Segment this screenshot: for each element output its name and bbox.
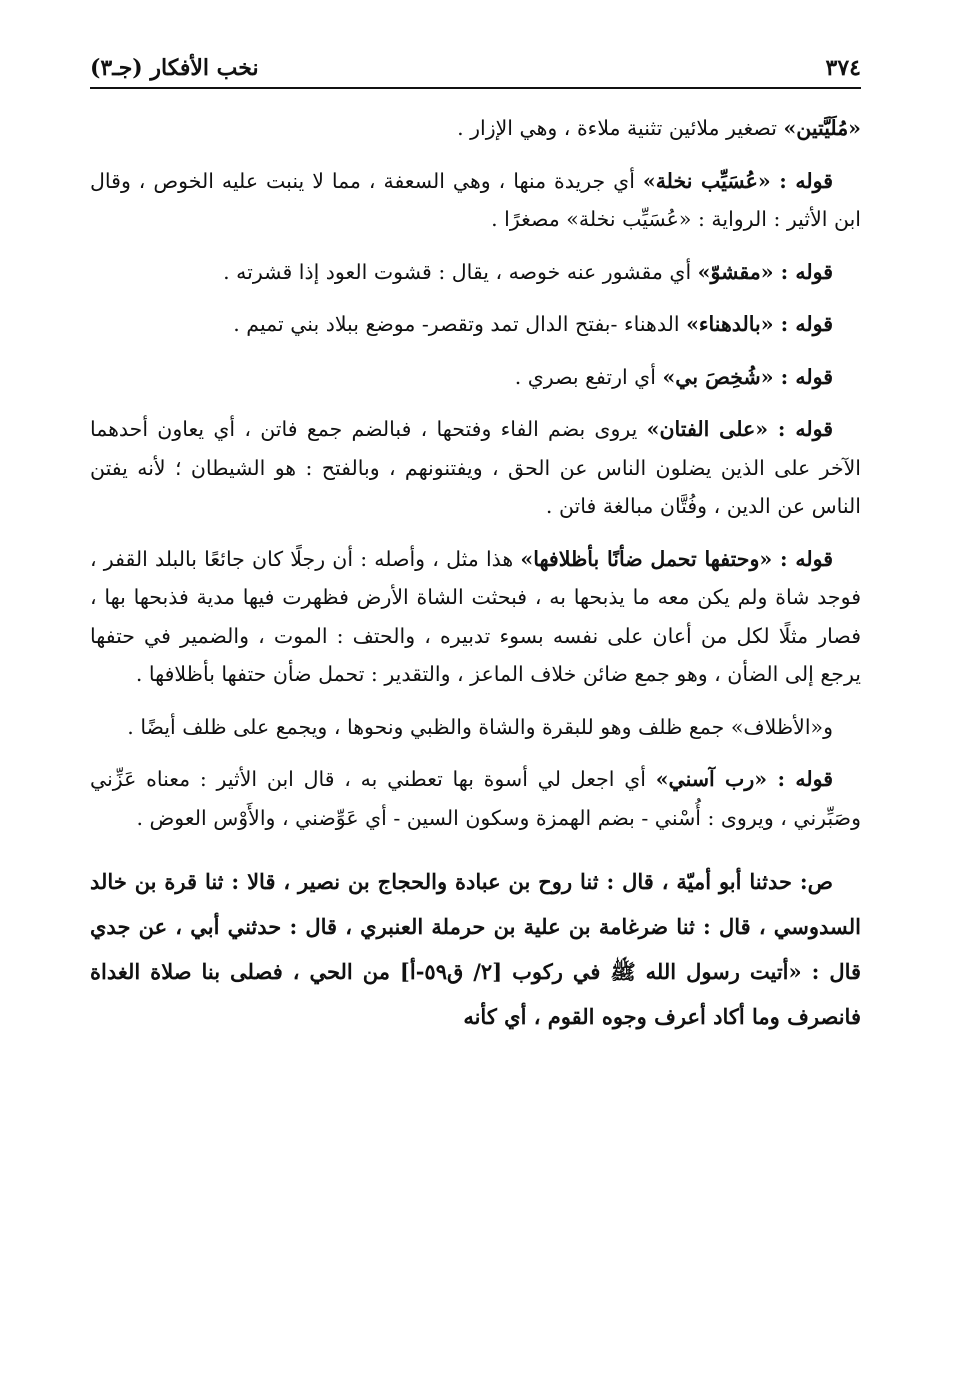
gloss-term: «على الفتان» (646, 417, 769, 441)
paragraph: «مُلَيَّتين» تصغير ملائين تثنية ملاءة ، وهي الإزار . (457, 116, 861, 140)
paragraph: قوله : «وحتفها تحمل ضأنًا بأظلافها» هذا مثل ، وأصله : أن رجلًا كان جائعًا بالبلد القفر ، فوجد شاة ولم يكن معه ما يذبحها به ، فبحثت الشاة الأرض فظهرت فيها مدية فذبحها بها ، فصار مثلًا لكل من أعان على نفسه بسوء تدبيره ، والحتف : الموت ، والضمير في حتفها يرجع إلى الضأن ، وهو جمع ضائن خلاف الماعز ، والتقدير : تحمل ضأن حتفها بأظلافها . (90, 546, 861, 686)
paragraph: قوله : «على الفتان» يروى بضم الفاء وفتحها ، فبالضم جمع فاتن ، أي يعاون أحدهما الآخر على الذين يضلون الناس عن الحق ، ويفتنونهم ، وبالفتح : هو الشيطان ؛ لأنه يفتن الناس عن الدين ، وفُتَّان مبالغة فاتن . (90, 417, 861, 518)
gloss-term: «وحتفها تحمل ضأنًا بأظلافها» (520, 546, 773, 571)
gloss-term: «رب آسني» (655, 767, 768, 791)
book-title: نخب الأفكار (جـ٣) (90, 55, 259, 81)
page-number: ٣٧٤ (825, 55, 861, 81)
paragraph: و«الأظلاف» جمع ظلف وهو للبقرة والشاة والظبي ونحوها ، ويجمع على ظلف أيضًا . (127, 714, 833, 739)
body-text (90, 109, 861, 1039)
gloss-term: «عُسَيِّب نخلة» (642, 168, 771, 193)
gloss-term: «مُلَيَّتين» (783, 116, 861, 140)
paragraph: قوله : «عُسَيِّب نخلة» أي جريدة منها ، وهي السعفة ، مما لا ينبت عليه الخوص ، وقال ابن الأثير : الرواية : «عُسَيِّب نخلة» مصغرًا . (90, 168, 861, 231)
gloss-term: «شُخِصَ بي» (662, 364, 774, 389)
document-page (90, 55, 861, 1053)
header-divider (90, 87, 861, 89)
gloss-term: «الأظلاف» (730, 714, 824, 739)
paragraph: قوله : «رب آسني» أي اجعل لي أسوة بها تعطني به ، قال ابن الأثير : معناه عَزِّني وصَبِّرني ، ويروى : أُسْني - بضم الهمزة وسكون السين - أي عَوِّضني ، والأَوْس العوض . (90, 767, 861, 830)
hadith-text: ص: حدثنا أبو أميّة ، قال : ثنا روح بن عبادة والحجاج بن نصير ، قالا : ثنا قرة بن خالد السدوسي ، قال : ثنا ضرغامة بن علية بن حرملة العنبري ، قال : حدثني أبي ، عن جدي قال : «أتيت رسول الله ﷺ في ركوب [٢/ ق٥٩-أ] من الحي ، فصلى بنا صلاة الغداة فانصرف وما أكاد أعرف وجوه القوم ، أي كأنه (90, 869, 862, 1029)
paragraph: قوله : «بالدهناء» الدهناء -بفتح الدال تمد وتقصر- موضع ببلاد بني تميم . (233, 312, 833, 336)
gloss-term: «بالدهناء» (686, 312, 774, 336)
paragraph: قوله : «شُخِصَ بي» أي ارتفع بصري . (514, 364, 833, 389)
running-header (90, 55, 861, 87)
gloss-term: «مقشوّ» (697, 259, 774, 284)
paragraph: قوله : «مقشوّ» أي مقشور عنه خوصه ، يقال : قشوت العود إذا قشرته . (223, 259, 833, 284)
